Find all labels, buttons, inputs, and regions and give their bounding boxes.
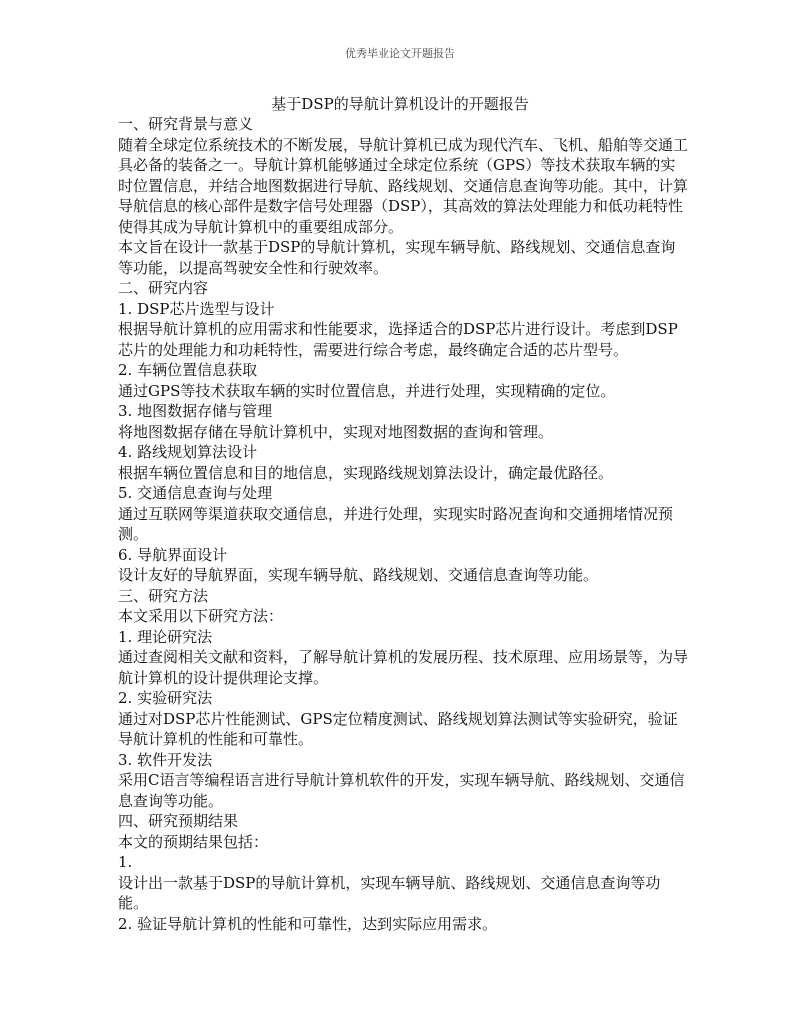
paragraph-methods-intro: 本文采用以下研究方法： <box>118 607 284 625</box>
document-title: 基于DSP的导航计算机设计的开题报告 <box>271 95 529 113</box>
paragraph-experiment: 通过对DSP芯片性能测试、GPS定位精度测试、路线规划算法测试等实验研究，验证导航计算机的性能和可靠性。 <box>118 709 678 748</box>
paragraph-background: 随着全球定位系统技术的不断发展，导航计算机已成为现代汽车、飞机、船舶等交通工具必备的装备之一。导航计算机能够通过全球定位系统（GPS）等技术获取车辆的实时位置信息，并结合地图数据进行导航、路线规划、交通信息查询等功能。其中，计算导航信息的核心部件是数字信号处理器（DSP），其高效的算法处理能力和低功耗特性使得其成为导航计算机中的重要组成部分。 <box>118 135 689 236</box>
list-item-result-2: 2. 验证导航计算机的性能和可靠性，达到实际应用需求。 <box>118 914 498 933</box>
subheading-route-planning: 4. 路线规划算法设计 <box>118 443 258 461</box>
paragraph-route-planning: 根据车辆位置信息和目的地信息，实现路线规划算法设计，确定最优路径。 <box>118 463 614 482</box>
list-number-1: 1. <box>118 853 133 871</box>
paragraph-interface: 设计友好的导航界面，实现车辆导航、路线规划、交通信息查询等功能。 <box>118 566 599 584</box>
subheading-map-data: 3. 地图数据存储与管理 <box>118 402 273 420</box>
section-heading-results: 四、研究预期结果 <box>118 812 239 830</box>
subheading-theory: 1. 理论研究法 <box>118 627 213 646</box>
paragraph-dsp-chip: 根据导航计算机的应用需求和性能要求，选择适合的DSP芯片进行设计。考虑到DSP芯片的处理能力和功耗特性，需要进行综合考虑，最终确定合适的芯片型号。 <box>118 320 678 359</box>
paragraph-results-intro: 本文的预期结果包括： <box>118 832 269 851</box>
subheading-software: 3. 软件开发法 <box>118 750 213 769</box>
page-header: 优秀毕业论文开题报告 <box>345 47 455 60</box>
paragraph-traffic-info: 通过互联网等渠道获取交通信息，并进行处理，实现实时路况查询和交通拥堵情况预测。 <box>118 504 674 543</box>
paragraph-result-1: 设计出一款基于DSP的导航计算机，实现车辆导航、路线规划、交通信息查询等功能。 <box>118 873 661 912</box>
section-heading-methods: 三、研究方法 <box>118 586 209 605</box>
subheading-position: 2. 车辆位置信息获取 <box>118 361 258 379</box>
subheading-interface: 6. 导航界面设计 <box>118 545 228 564</box>
document-body <box>118 114 690 934</box>
subheading-traffic-info: 5. 交通信息查询与处理 <box>118 484 273 502</box>
paragraph-map-data: 将地图数据存储在导航计算机中，实现对地图数据的查询和管理。 <box>118 422 554 441</box>
subheading-dsp-chip: 1. DSP芯片选型与设计 <box>118 299 275 318</box>
paragraph-position: 通过GPS等技术获取车辆的实时位置信息，并进行处理，实现精确的定位。 <box>118 381 616 400</box>
section-heading-background: 一、研究背景与意义 <box>118 115 254 133</box>
subheading-experiment: 2. 实验研究法 <box>118 689 213 707</box>
section-heading-content: 二、研究内容 <box>118 279 209 297</box>
paragraph-software: 采用C语言等编程语言进行导航计算机软件的开发，实现车辆导航、路线规划、交通信息查询等功能。 <box>118 771 685 810</box>
paragraph-theory: 通过查阅相关文献和资料，了解导航计算机的发展历程、技术原理、应用场景等，为导航计算机的设计提供理论支撑。 <box>118 648 689 687</box>
paragraph-purpose: 本文旨在设计一款基于DSP的导航计算机，实现车辆导航、路线规划、交通信息查询等功能，以提高驾驶安全性和行驶效率。 <box>118 238 676 277</box>
